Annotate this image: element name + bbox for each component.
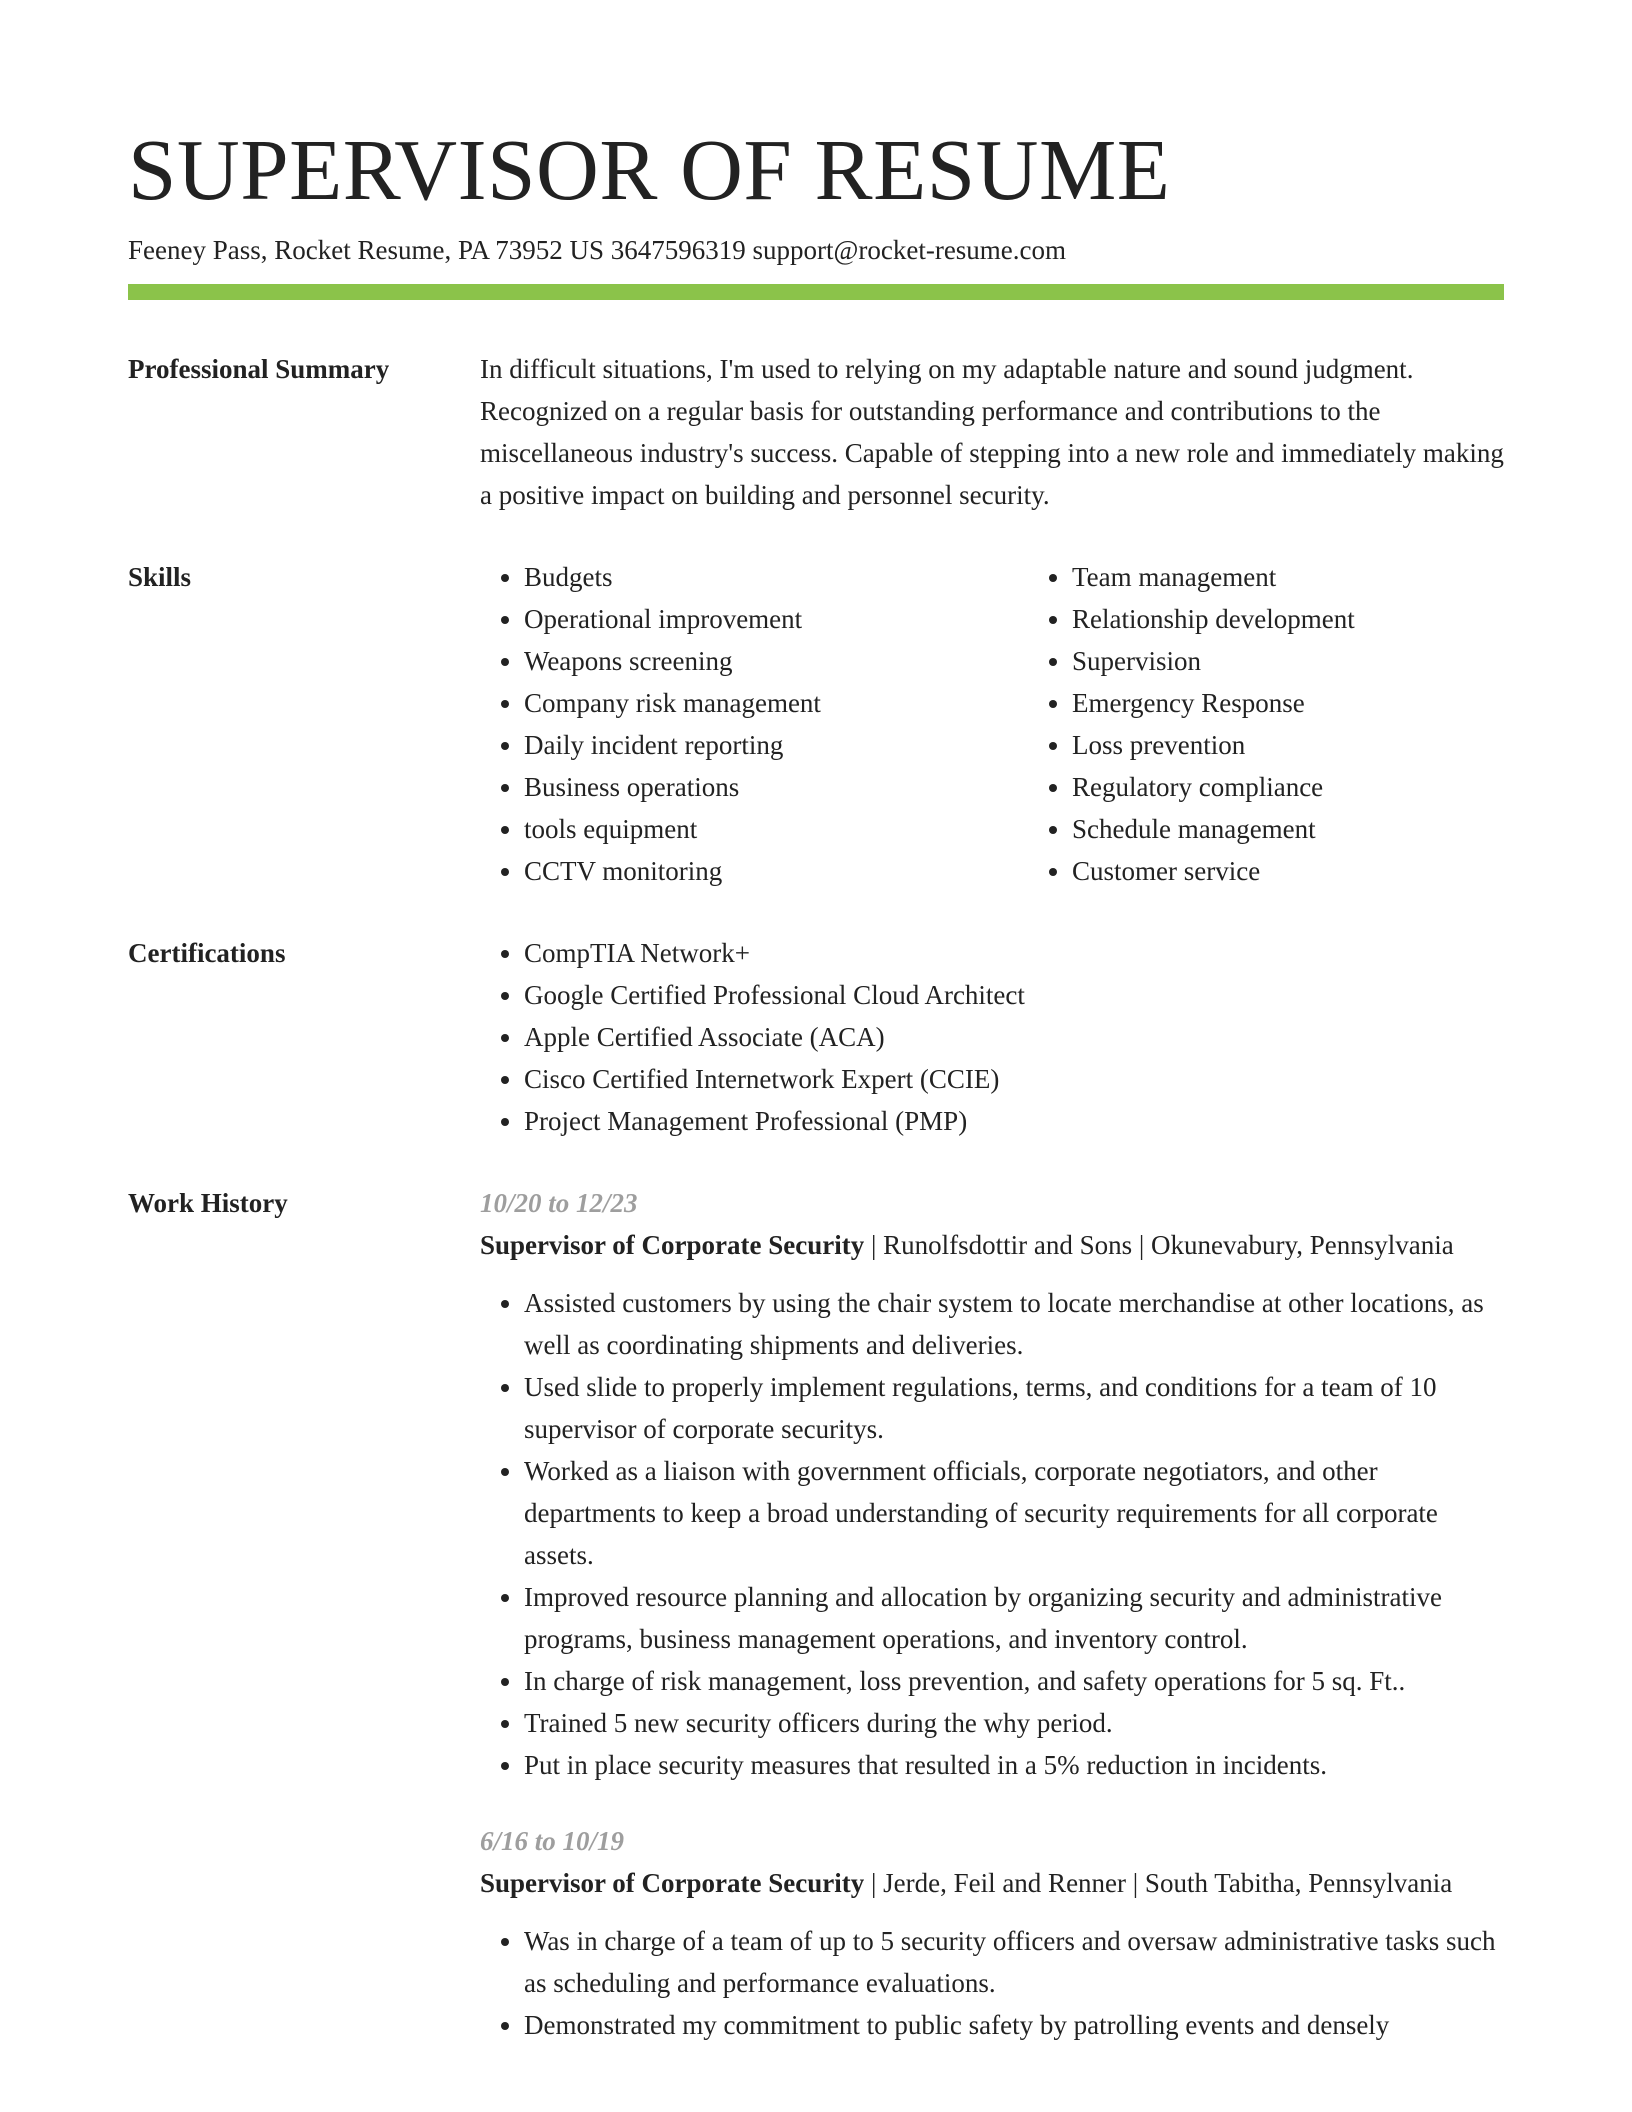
job-entry: [480, 1820, 1504, 2046]
summary-text: In difficult situations, I'm used to relying on my adaptable nature and sound judgment. Recognized on a regular basis for outstanding performance and contributions to the miscellaneous industry's success. Capable of stepping into a new role and immediately making a positive impact on building and personnel security.: [480, 354, 1504, 510]
job-title: Supervisor of Corporate Security: [480, 1868, 865, 1898]
skill-item: • Weapons screening: [524, 640, 1028, 682]
certifications-section: [128, 932, 1504, 1142]
certification-item: • Google Certified Professional Cloud Architect: [524, 974, 1504, 1016]
certification-item: • CompTIA Network+: [524, 932, 1504, 974]
skill-item: • Business operations: [524, 766, 1028, 808]
job-bullet: • Used slide to properly implement regulations, terms, and conditions for a team of 10 supervisor of corporate securitys.: [524, 1366, 1504, 1450]
job-bullet: • Assisted customers by using the chair system to locate merchandise at other locations, as well as coordinating shipments and deliveries.: [524, 1282, 1504, 1366]
skill-item: • Customer service: [1072, 850, 1576, 892]
skill-item: • Supervision: [1072, 640, 1576, 682]
job-details: | Runolfsdottir and Sons | Okunevabury, Pennsylvania: [864, 1230, 1454, 1260]
skill-item: • Loss prevention: [1072, 724, 1576, 766]
job-bullet: • Demonstrated my commitment to public safety by patrolling events and densely: [524, 2004, 1504, 2046]
skill-item: • CCTV monitoring: [524, 850, 1028, 892]
job-dates: 6/16 to 10/19: [480, 1826, 625, 1856]
skill-item: • Relationship development: [1072, 598, 1576, 640]
job-heading: [480, 1862, 1504, 1904]
skill-item: • Operational improvement: [524, 598, 1028, 640]
job-entry: [480, 1182, 1504, 1786]
skills-list-right: [1028, 556, 1576, 892]
certification-item: • Cisco Certified Internetwork Expert (CCIE): [524, 1058, 1504, 1100]
skill-item: • Team management: [1072, 556, 1576, 598]
skill-item: • Schedule management: [1072, 808, 1576, 850]
job-details: | Jerde, Feil and Renner | South Tabitha, Pennsylvania: [864, 1868, 1453, 1898]
job-bullets: [480, 1282, 1504, 1786]
job-bullet: • Was in charge of a team of up to 5 security officers and oversaw administrative tasks such as scheduling and performance evaluations.: [524, 1920, 1504, 2004]
skill-item: • tools equipment: [524, 808, 1028, 850]
work-history-label: Work History: [128, 1188, 288, 1218]
skill-item: • Company risk management: [524, 682, 1028, 724]
resume-name: SUPERVISOR OF RESUME: [128, 121, 1171, 218]
job-heading: [480, 1224, 1504, 1266]
resume-page: [128, 118, 1504, 2080]
certification-item: • Apple Certified Associate (ACA): [524, 1016, 1504, 1058]
job-bullet: • Trained 5 new security officers during the why period.: [524, 1702, 1504, 1744]
job-title: Supervisor of Corporate Security: [480, 1230, 865, 1260]
skills-label: Skills: [128, 562, 192, 592]
certification-item: • Project Management Professional (PMP): [524, 1100, 1504, 1142]
job-bullet: • In charge of risk management, loss prevention, and safety operations for 5 sq. Ft..: [524, 1660, 1504, 1702]
job-bullet: • Improved resource planning and allocation by organizing security and administrative programs, business management operations, and inventory control.: [524, 1576, 1504, 1660]
job-bullet: • Put in place security measures that resulted in a 5% reduction in incidents.: [524, 1744, 1504, 1786]
job-bullets: [480, 1920, 1504, 2046]
work-history-section: [128, 1182, 1504, 2080]
certifications-list: [480, 932, 1504, 1142]
skills-list-left: [480, 556, 1028, 892]
summary-label: Professional Summary: [128, 354, 390, 384]
contact-line: Feeney Pass, Rocket Resume, PA 73952 US 3647596319 support@rocket-resume.com: [128, 235, 1067, 265]
skill-item: • Budgets: [524, 556, 1028, 598]
summary-section: [128, 348, 1504, 516]
header-divider: [128, 284, 1504, 300]
skill-item: • Daily incident reporting: [524, 724, 1028, 766]
job-bullet: • Worked as a liaison with government officials, corporate negotiators, and other departments to keep a broad understanding of security requirements for all corporate assets.: [524, 1450, 1504, 1576]
skills-section: [128, 556, 1504, 892]
skill-item: • Regulatory compliance: [1072, 766, 1576, 808]
certifications-label: Certifications: [128, 938, 286, 968]
skill-item: • Emergency Response: [1072, 682, 1576, 724]
job-dates: 10/20 to 12/23: [480, 1188, 638, 1218]
